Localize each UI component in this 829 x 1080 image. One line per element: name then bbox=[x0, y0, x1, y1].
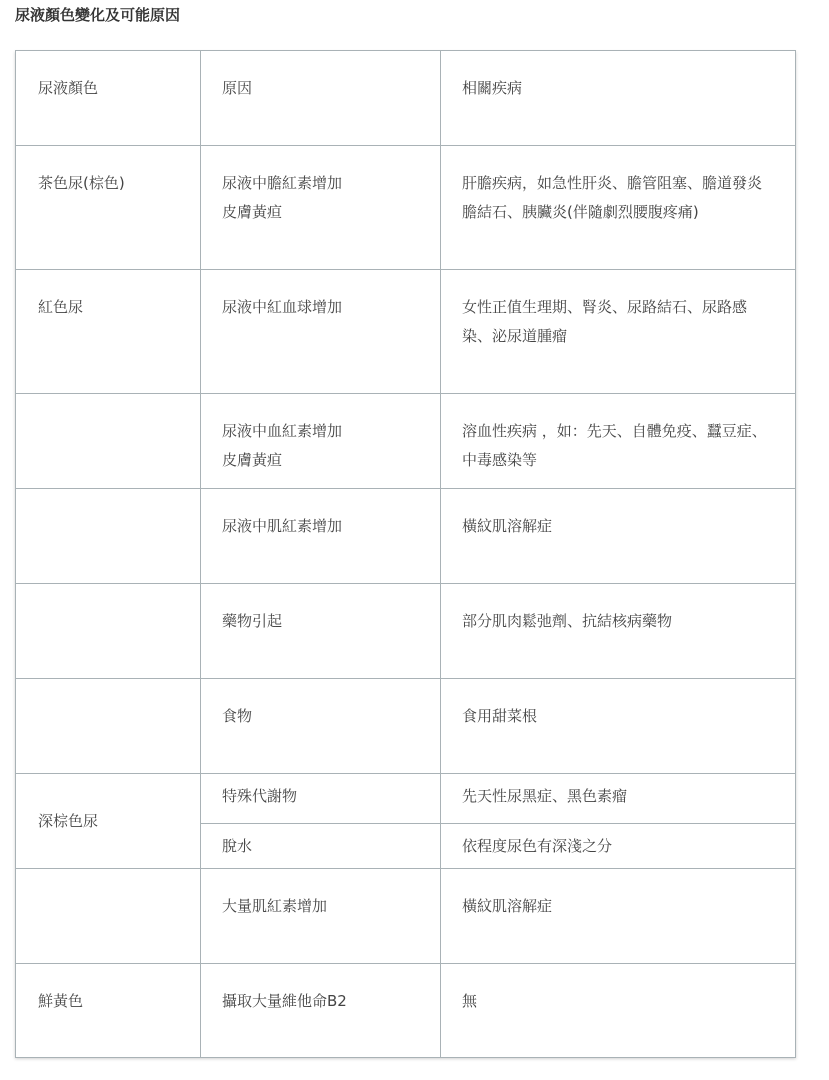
disease-text: 無 bbox=[462, 992, 478, 1010]
cause-text: 皮膚黃疸 bbox=[222, 451, 283, 469]
header-cause bbox=[201, 51, 441, 146]
disease-text: 依程度尿色有深淺之分 bbox=[462, 837, 613, 855]
color-cell bbox=[16, 270, 201, 394]
cause-text: 藥物引起 bbox=[222, 612, 283, 630]
table-row bbox=[16, 869, 796, 964]
cause-text: 攝取大量維他命B2 bbox=[222, 992, 347, 1010]
disease-text: 食用甜菜根 bbox=[462, 707, 538, 725]
table-row bbox=[16, 584, 796, 679]
disease-text: 膽結石、胰臟炎(伴隨劇烈腰腹疼痛) bbox=[462, 203, 699, 221]
disease-text: 先天性尿黑症、黑色素瘤 bbox=[462, 787, 628, 805]
disease-cell bbox=[441, 869, 796, 964]
header-label: 原因 bbox=[222, 79, 253, 97]
color-cell bbox=[16, 584, 201, 679]
header-label: 尿液顏色 bbox=[38, 79, 99, 97]
disease-text: 橫紋肌溶解症 bbox=[462, 897, 553, 915]
table-row bbox=[16, 774, 796, 824]
disease-cell bbox=[441, 774, 796, 824]
table-row bbox=[16, 394, 796, 489]
header-label: 相關疾病 bbox=[462, 79, 523, 97]
page-title: 尿液顏色變化及可能原因 bbox=[15, 6, 181, 24]
disease-text: 肝膽疾病，如急性肝炎、膽管阻塞、膽道發炎 bbox=[462, 174, 763, 192]
color-cell bbox=[16, 774, 201, 869]
cause-text: 皮膚黃疸 bbox=[222, 203, 283, 221]
cause-text: 尿液中膽紅素增加 bbox=[222, 174, 343, 192]
color-text: 深棕色尿 bbox=[38, 811, 99, 830]
disease-cell bbox=[441, 679, 796, 774]
urine-color-table-wrapper bbox=[15, 50, 796, 1057]
header-related-disease bbox=[441, 51, 796, 146]
color-text: 紅色尿 bbox=[38, 298, 84, 316]
color-cell bbox=[16, 964, 201, 1058]
color-cell bbox=[16, 869, 201, 964]
cause-cell bbox=[201, 394, 441, 489]
cause-cell bbox=[201, 774, 441, 824]
disease-text: 部分肌肉鬆弛劑、抗結核病藥物 bbox=[462, 612, 673, 630]
color-cell bbox=[16, 489, 201, 584]
cause-cell bbox=[201, 964, 441, 1058]
table-row bbox=[16, 489, 796, 584]
table-row bbox=[16, 679, 796, 774]
cause-cell bbox=[201, 869, 441, 964]
table-header-row bbox=[16, 51, 796, 146]
disease-cell bbox=[441, 584, 796, 679]
cause-text: 特殊代謝物 bbox=[222, 787, 298, 805]
urine-color-table bbox=[15, 50, 796, 1058]
disease-cell bbox=[441, 489, 796, 584]
color-text: 鮮黃色 bbox=[38, 992, 84, 1010]
disease-text: 女性正值生理期、腎炎、尿路結石、尿路感 bbox=[462, 298, 748, 316]
cause-text: 脫水 bbox=[222, 837, 253, 855]
cause-text: 尿液中紅血球增加 bbox=[222, 298, 343, 316]
cause-cell bbox=[201, 270, 441, 394]
table-row bbox=[16, 146, 796, 270]
cause-cell bbox=[201, 489, 441, 584]
cause-cell bbox=[201, 584, 441, 679]
cause-text: 尿液中肌紅素增加 bbox=[222, 517, 343, 535]
header-urine-color bbox=[16, 51, 201, 146]
disease-cell bbox=[441, 394, 796, 489]
cause-cell bbox=[201, 824, 441, 869]
table-row bbox=[16, 964, 796, 1058]
disease-text: 染、泌尿道腫瘤 bbox=[462, 327, 568, 345]
disease-text: 溶血性疾病 ，如：先天、自體免疫、蠶豆症、 bbox=[462, 422, 767, 440]
cause-cell bbox=[201, 146, 441, 270]
disease-text: 橫紋肌溶解症 bbox=[462, 517, 553, 535]
cause-cell bbox=[201, 679, 441, 774]
disease-cell bbox=[441, 146, 796, 270]
cause-text: 大量肌紅素增加 bbox=[222, 897, 328, 915]
disease-text: 中毒感染等 bbox=[462, 451, 538, 469]
color-text: 茶色尿(棕色) bbox=[38, 174, 125, 192]
color-cell bbox=[16, 394, 201, 489]
table-row bbox=[16, 270, 796, 394]
disease-cell bbox=[441, 964, 796, 1058]
color-cell bbox=[16, 146, 201, 270]
disease-cell bbox=[441, 824, 796, 869]
cause-text: 食物 bbox=[222, 707, 253, 725]
disease-cell bbox=[441, 270, 796, 394]
cause-text: 尿液中血紅素增加 bbox=[222, 422, 343, 440]
color-cell bbox=[16, 679, 201, 774]
